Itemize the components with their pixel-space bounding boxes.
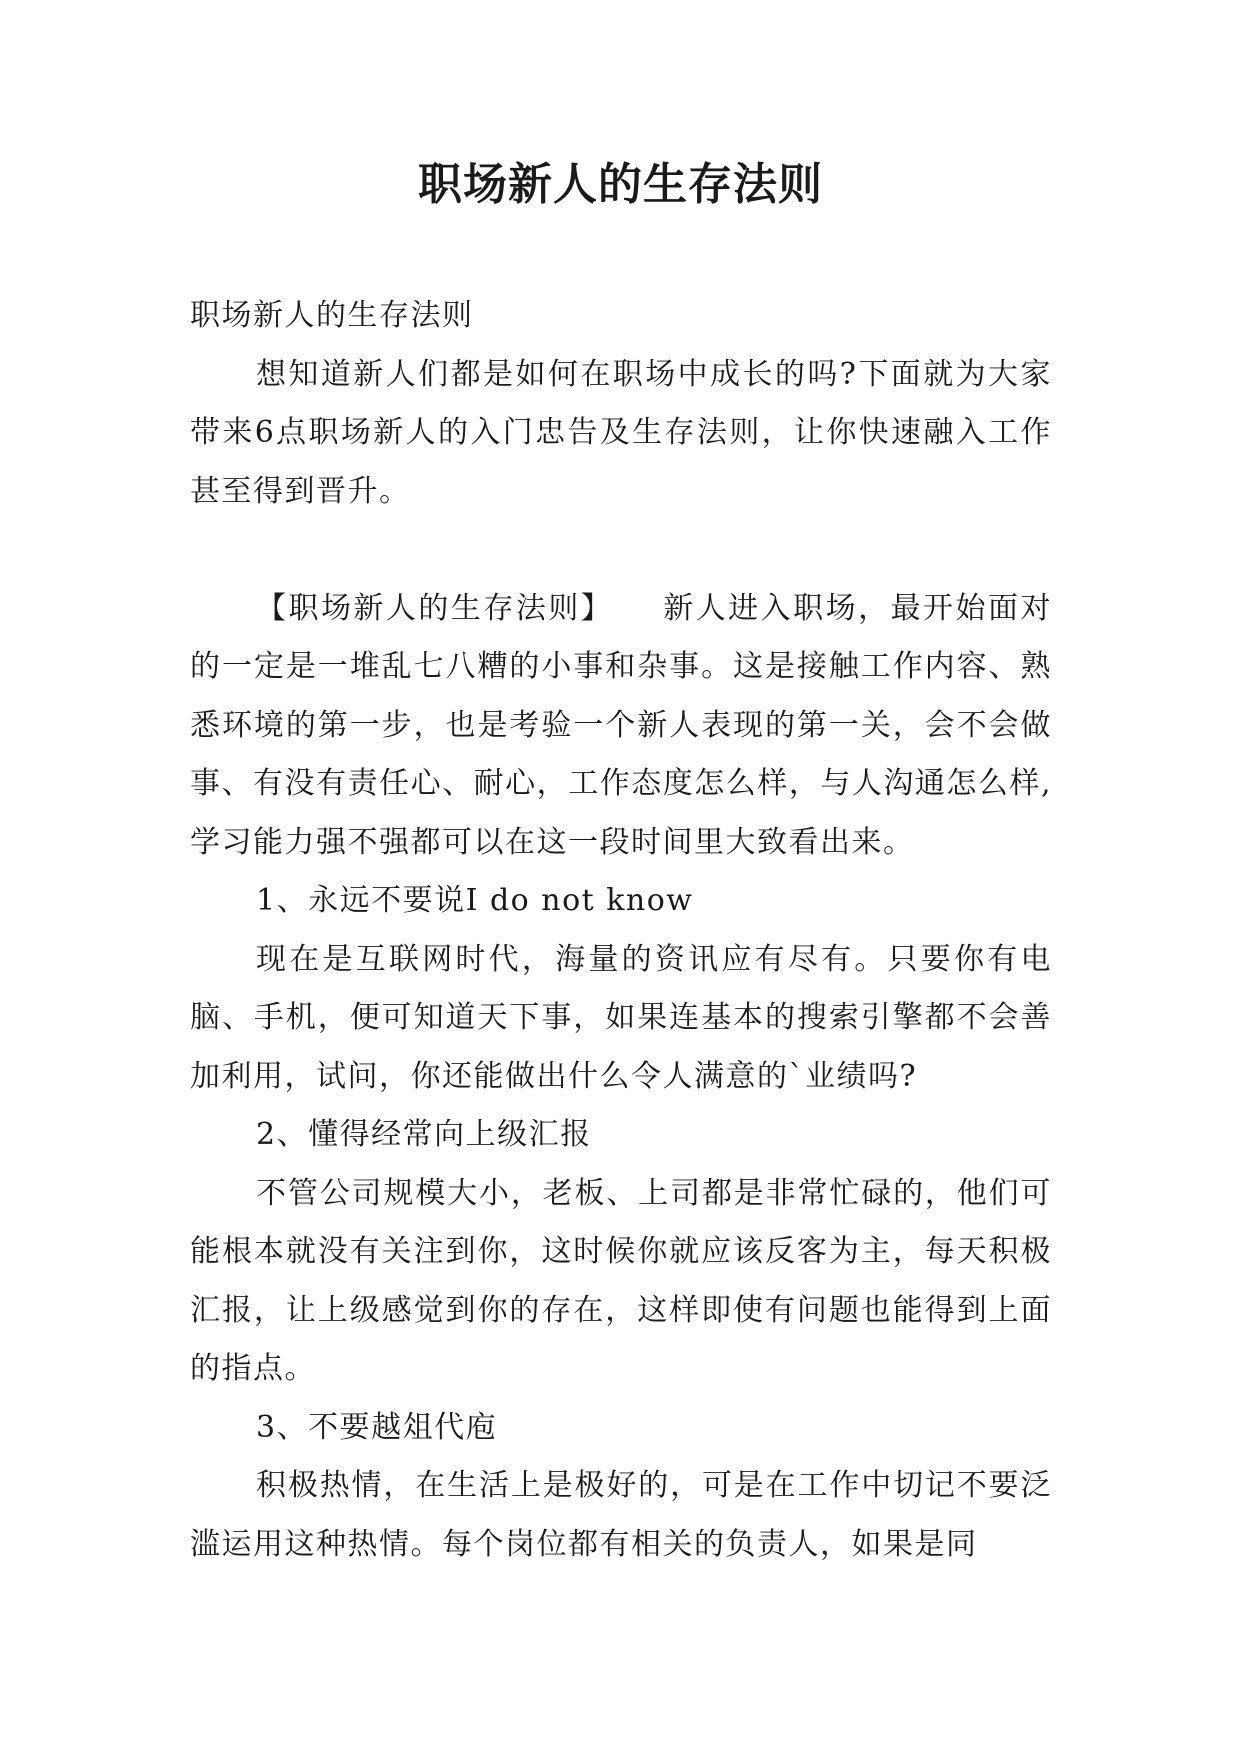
rule-3-heading: 3、不要越俎代庖: [256, 1409, 498, 1445]
document-body: [190, 287, 1052, 1574]
intro-paragraph: 想知道新人们都是如何在职场中成长的吗?下面就为大家带来6点职场新人的入门忠告及生存法则，让你快速融入工作甚至得到晋升。: [190, 356, 1052, 509]
document-title: 职场新人的生存法则: [418, 159, 823, 210]
rule-2-paragraph: 不管公司规模大小，老板、上司都是非常忙碌的，他们可能根本就没有关注到你，这时候你就应该反客为主，每天积极汇报，让上级感觉到你的存在，这样即使有问题也能得到上面的指点。: [190, 1175, 1052, 1386]
paragraph-spacer: [190, 521, 1052, 580]
overview-paragraph: 【职场新人的生存法则】 新人进入职场，最开始面对的一定是一堆乱七八糟的小事和杂事。这是接触工作内容、熟悉环境的第一步，也是考验一个新人表现的第一关，会不会做事、有没有责任心、耐心，工作态度怎么样，与人沟通怎么样,学习能力强不强都可以在这一段时间里大致看出来。: [190, 590, 1052, 860]
rule-1-heading: 1、永远不要说I do not know: [256, 883, 694, 918]
rule-2-heading: 2、懂得经常向上级汇报: [256, 1117, 592, 1152]
rule-3-paragraph: 积极热情，在生活上是极好的，可是在工作中切记不要泛滥运用这种热情。每个岗位都有相关的负责人，如果是同: [190, 1468, 1052, 1562]
document-subtitle: 职场新人的生存法则: [190, 298, 474, 333]
rule-1-paragraph: 现在是互联网时代，海量的资讯应有尽有。只要你有电脑、手机，便可知道天下事，如果连基本的搜索引擎都不会善加利用，试问，你还能做出什么令人满意的`业绩吗?: [190, 941, 1052, 1094]
